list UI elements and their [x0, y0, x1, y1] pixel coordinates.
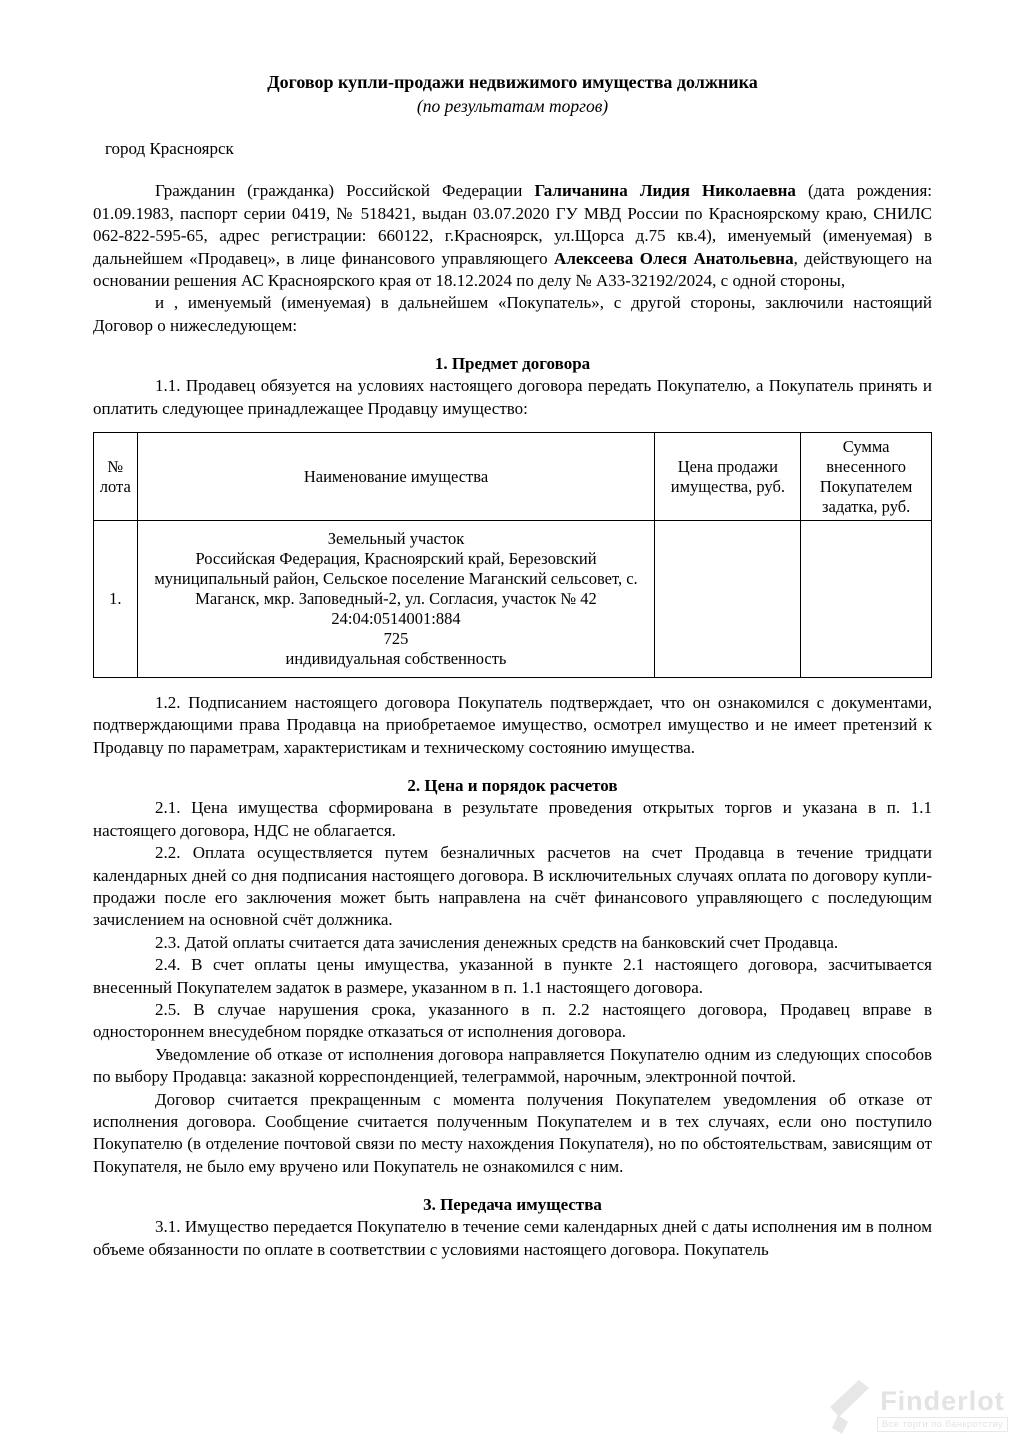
clause-1-1: 1.1. Продавец обязуется на условиях настоящего договора передать Покупателю, а Покупатель принять и оплатить следующее принадлежащее Продавцу имущество: — [93, 376, 932, 418]
cadastral-number: 24:04:0514001:884 — [331, 609, 461, 629]
property-name-cell — [137, 521, 655, 678]
watermark-text-block — [877, 1385, 1008, 1432]
ownership-type: индивидуальная собственность — [285, 649, 507, 669]
financial-manager-name: Алексеева Олеся Анатольевна — [554, 248, 794, 268]
document-title: Договор купли-продажи недвижимого имущества должника — [267, 72, 758, 92]
clause-1-2: 1.2. Подписанием настоящего договора Покупатель подтверждает, что он ознакомился с документами, подтверждающими права Продавца на приобретаемое имущество, осмотрел имущество и не имеет претензий к Продавцу по параметрам, характеристикам и техническому состоянию имущества. — [93, 693, 932, 757]
clause-2-4: 2.4. В счет оплаты цены имущества, указанной в пункте 2.1 настоящего договора, засчитывается внесенный Покупателем задаток в размере, указанном в п. 1.1 настоящего договора. — [93, 955, 932, 997]
document-subtitle: (по результатам торгов) — [416, 96, 609, 116]
property-address: Российская Федерация, Красноярский край, Березовский муниципальный район, Сельское поселение Маганский сельсовет, с. Маганск, мкр. Заповедный-2, ул. Согласия, участок № 42 — [154, 549, 638, 609]
intro-text-1: Гражданин (гражданка) Российской Федерации — [155, 181, 535, 201]
clause-3-1: 3.1. Имущество передается Покупателю в течение семи календарных дней с даты исполнения им в полном объеме обязанности по оплате в соответствии с условиями настоящего договора. Покупатель — [93, 1217, 932, 1259]
lot-number-cell: 1. — [94, 521, 138, 678]
deposit-cell — [801, 521, 932, 678]
finderlot-watermark — [825, 1379, 1008, 1440]
seller-name: Галичанина Лидия Николаевна — [534, 181, 796, 201]
intro-text-3: , действующего на основании решения АС Красноярского края от 18.12.2024 по делу № А33-32192/2024, с одной стороны, — [93, 248, 932, 291]
section-2-heading: 2. Цена и порядок расчетов — [407, 776, 618, 796]
property-type: Земельный участок — [327, 529, 465, 549]
property-area: 725 — [383, 629, 409, 649]
intro-text-2: (дата рождения: 01.09.1983, паспорт серии 0419, № 518421, выдан 03.07.2020 ГУ МВД России по Красноярскому краю, СНИЛС 062-822-595-65, адрес регистрации: 660122, г.Красноярск, ул.Щорса д.75 кв.4), именуемый (именуемая) в дальнейшем «Продавец», в лице финансового управляющего — [93, 181, 932, 268]
document-city: город Красноярск — [105, 139, 234, 158]
col-header-lot-number: № лота — [94, 433, 138, 521]
watermark-tagline: Все торги по банкротству — [877, 1417, 1008, 1432]
section-3-heading: 3. Передача имущества — [423, 1195, 602, 1215]
clause-2-1: 2.1. Цена имущества сформирована в результате проведения открытых торгов и указана в п. 1.1 настоящего договора, НДС не облагается. — [93, 798, 932, 840]
clause-2-5-termination: Договор считается прекращенным с момента получения Покупателем уведомления об отказе от исполнения договора. Сообщение считается полученным Покупателем и в тех случаях, если оно поступило Покупателю (в отделение почтовой связи по месту нахождения Покупателя), но по обстоятельствам, зависящим от Покупателя, не было ему вручено или Покупатель не ознакомился с ним. — [93, 1089, 932, 1176]
section-1-heading: 1. Предмет договора — [434, 354, 591, 374]
clause-2-5-notice: Уведомление об отказе от исполнения договора направляется Покупателю одним из следующих способов по выбору Продавца: заказной корреспонденцией, телеграммой, нарочным, электронной почтой. — [93, 1044, 932, 1087]
col-header-property-name: Наименование имущества — [137, 433, 655, 521]
intro-paragraph-1 — [93, 180, 932, 292]
clause-2-3: 2.3. Датой оплаты считается дата зачисления денежных средств на банковский счет Продавца. — [155, 932, 839, 952]
clause-2-5: 2.5. В случае нарушения срока, указанного в п. 2.2 настоящего договора, Продавец вправе в одностороннем внесудебном порядке отказаться от исполнения договора. — [93, 999, 932, 1042]
clause-2-2: 2.2. Оплата осуществляется путем безналичных расчетов на счет Продавца в течение тридцати календарных дней со дня подписания настоящего договора. В исключительных случаях оплата по договору купли-продажи после его заключения может быть направлена на счёт финансового управляющего с последующим зачислением на основной счёт должника. — [93, 843, 932, 930]
finderlot-logo-icon — [825, 1379, 871, 1440]
lots-table — [93, 432, 932, 678]
table-row — [94, 521, 932, 678]
intro-paragraph-2: и , именуемый (именуемая) в дальнейшем «Покупатель», с другой стороны, заключили настоящий Договор о нижеследующем: — [93, 293, 932, 335]
col-header-deposit: Сумма внесенного Покупателем задатка, руб. — [801, 433, 932, 521]
table-header-row — [94, 433, 932, 521]
price-cell — [655, 521, 801, 678]
watermark-brand-name: Finderlot — [880, 1385, 1005, 1416]
col-header-sale-price: Цена продажи имущества, руб. — [655, 433, 801, 521]
